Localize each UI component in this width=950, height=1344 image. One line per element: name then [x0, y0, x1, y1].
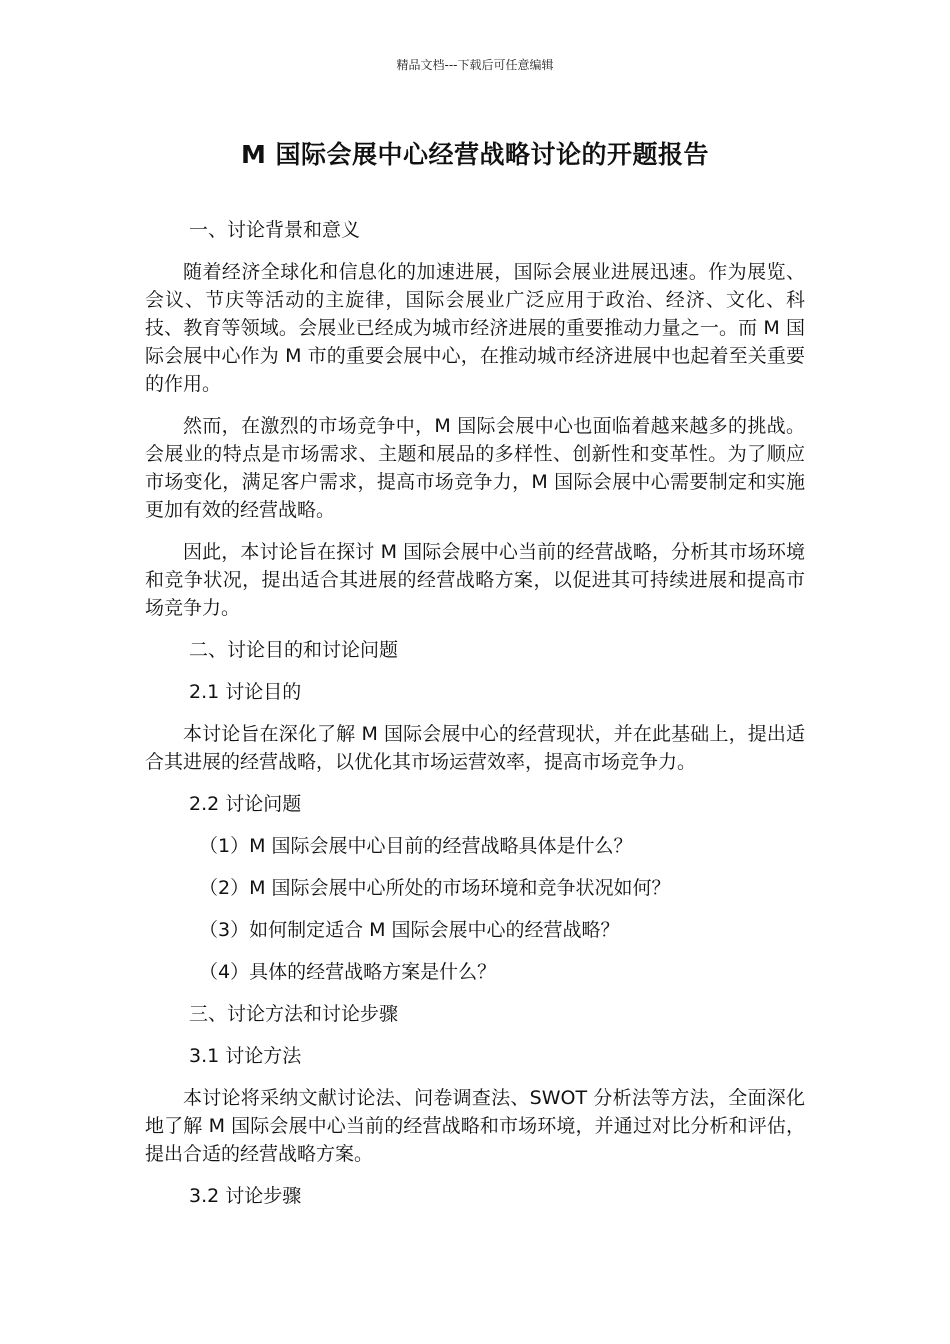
paragraph-background-2: 然而，在激烈的市场竞争中，M 国际会展中心也面临着越来越多的挑战。会展业的特点是市场需求、主题和展品的多样性、创新性和变革性。为了顺应市场变化，满足客户需求，提高市场竞争力，M 国际会展中心需要制定和实施更加有效的经营战略。 [145, 415, 805, 521]
section-heading-3: 三、讨论方法和讨论步骤 [189, 1003, 399, 1025]
paragraph-methods: 本讨论将采纳文献讨论法、问卷调查法、SWOT 分析法等方法，全面深化地了解 M 国际会展中心当前的经营战略和市场环境，并通过对比分析和评估，提出合适的经营战略方案。 [145, 1087, 805, 1165]
subsection-heading-3-2: 3.2 讨论步骤 [189, 1185, 302, 1207]
subsection-heading-2-2: 2.2 讨论问题 [189, 793, 302, 815]
paragraph-background-3: 因此，本讨论旨在探讨 M 国际会展中心当前的经营战略，分析其市场环境和竞争状况，提出适合其进展的经营战略方案，以促进其可持续进展和提高市场竞争力。 [145, 541, 805, 619]
research-question-3: （3）如何制定适合 M 国际会展中心的经营战略？ [199, 919, 620, 941]
research-question-1: （1）M 国际会展中心目前的经营战略具体是什么？ [199, 835, 633, 857]
section-heading-1: 一、讨论背景和意义 [189, 219, 361, 241]
paragraph-purpose: 本讨论旨在深化了解 M 国际会展中心的经营现状，并在此基础上，提出适合其进展的经营战略，以优化其市场运营效率，提高市场竞争力。 [145, 723, 805, 773]
research-question-4: （4）具体的经营战略方案是什么？ [199, 961, 497, 983]
paragraph-background-1: 随着经济全球化和信息化的加速进展，国际会展业进展迅速。作为展览、会议、节庆等活动的主旋律，国际会展业广泛应用于政治、经济、文化、科技、教育等领域。会展业已经成为城市经济进展的重要推动力量之一。而 M 国际会展中心作为 M 市的重要会展中心，在推动城市经济进展中也起着至关重要的作用。 [145, 261, 805, 395]
subsection-heading-2-1: 2.1 讨论目的 [189, 681, 302, 703]
document-body [145, 216, 805, 1224]
research-question-2: （2）M 国际会展中心所处的市场环境和竞争状况如何？ [199, 877, 671, 899]
document-title: M 国际会展中心经营战略讨论的开题报告 [240, 140, 710, 169]
section-heading-2: 二、讨论目的和讨论问题 [189, 639, 399, 661]
header-note: 精品文档---下载后可任意编辑 [396, 58, 554, 72]
subsection-heading-3-1: 3.1 讨论方法 [189, 1045, 302, 1067]
